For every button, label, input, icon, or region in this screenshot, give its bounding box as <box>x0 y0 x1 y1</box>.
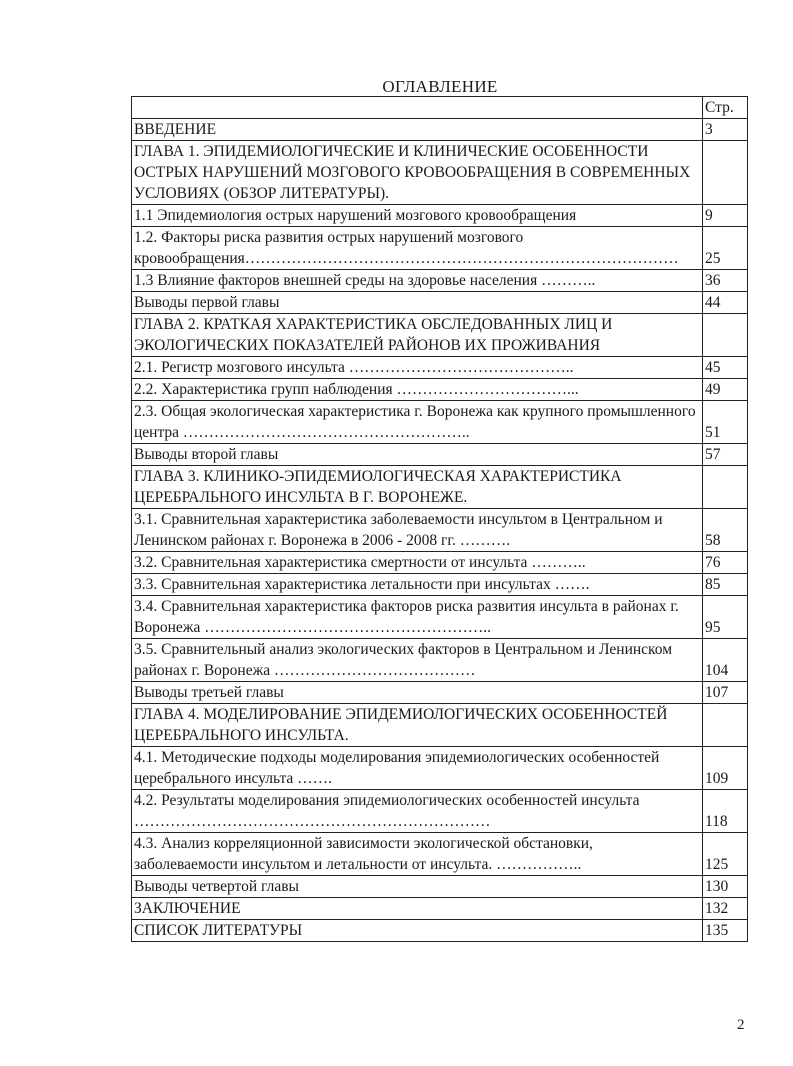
toc-entry-text: 3.1. Сравнительная характеристика заболеваемости инсультом в Центральном и Ленинском районах г. Воронежа в 2006 - 2008 гг. ………. <box>132 509 703 552</box>
toc-row-references[interactable] <box>132 920 748 942</box>
toc-row-3-1[interactable] <box>132 509 748 552</box>
toc-entry-text: 2.3. Общая экологическая характеристика г. Воронежа как крупного промышленного центра ……………………………………………….. <box>132 401 703 444</box>
toc-entry-page: 76 <box>703 552 748 574</box>
toc-row-2-1[interactable] <box>132 357 748 379</box>
toc-entry-page <box>703 141 748 205</box>
toc-entry-page: 45 <box>703 357 748 379</box>
toc-entry-text: 3.5. Сравнительный анализ экологических факторов в Центральном и Ленинском районах г. Воронежа ………………………………… <box>132 639 703 682</box>
toc-entry-page: 51 <box>703 401 748 444</box>
toc-entry-text: 1.3 Влияние факторов внешней среды на здоровье населения ……….. <box>132 270 703 292</box>
toc-title: ОГЛАВЛЕНИЕ <box>382 77 498 96</box>
toc-entry-text: 2.2. Характеристика групп наблюдения ……………………………... <box>132 379 703 401</box>
toc-entry-text: ГЛАВА 1. ЭПИДЕМИОЛОГИЧЕСКИЕ И КЛИНИЧЕСКИЕ ОСОБЕННОСТИ ОСТРЫХ НАРУШЕНИЙ МОЗГОВОГО КРОВООБРАЩЕНИЯ В СОВРЕМЕННЫХ УСЛОВИЯХ (ОБЗОР ЛИТЕРАТУРЫ). <box>132 141 703 205</box>
toc-entry-text: СПИСОК ЛИТЕРАТУРЫ <box>132 920 703 942</box>
toc-entry-text: 4.2. Результаты моделирования эпидемиологических особенностей инсульта …………………………………………………………… <box>132 790 703 833</box>
toc-entry-page <box>703 704 748 747</box>
toc-row-3-2[interactable] <box>132 552 748 574</box>
toc-header-blank <box>132 97 703 119</box>
toc-entry-page: 109 <box>703 747 748 790</box>
toc-entry-page: 57 <box>703 444 748 466</box>
toc-entry-page: 95 <box>703 596 748 639</box>
toc-entry-text: ГЛАВА 2. КРАТКАЯ ХАРАКТЕРИСТИКА ОБСЛЕДОВАННЫХ ЛИЦ И ЭКОЛОГИЧЕСКИХ ПОКАЗАТЕЛЕЙ РАЙОНОВ ИХ ПРОЖИВАНИЯ <box>132 314 703 357</box>
toc-entry-page: 132 <box>703 898 748 920</box>
toc-entry-text: 3.3. Сравнительная характеристика летальности при инсультах ……. <box>132 574 703 596</box>
toc-entry-page: 25 <box>703 227 748 270</box>
toc-row-chapter-1[interactable] <box>132 141 748 205</box>
toc-entry-page: 3 <box>703 119 748 141</box>
toc-entry-text: 1.1 Эпидемиология острых нарушений мозгового кровообращения <box>132 205 703 227</box>
page-column-header: Стр. <box>703 97 748 119</box>
toc-entry-text: Выводы третьей главы <box>132 682 703 704</box>
toc-row-3-5[interactable] <box>132 639 748 682</box>
toc-table <box>131 96 748 942</box>
toc-row-3-4[interactable] <box>132 596 748 639</box>
toc-row-1-3[interactable] <box>132 270 748 292</box>
toc-entry-page: 9 <box>703 205 748 227</box>
toc-entry-text: Выводы четвертой главы <box>132 876 703 898</box>
toc-entry-page: 135 <box>703 920 748 942</box>
toc-row-conclusions-3[interactable] <box>132 682 748 704</box>
toc-entry-text: 1.2. Факторы риска развития острых нарушений мозгового кровообращения………………………………………………………………………… <box>132 227 703 270</box>
toc-entry-page: 118 <box>703 790 748 833</box>
toc-row-4-3[interactable] <box>132 833 748 876</box>
page-number: 2 <box>737 1017 745 1033</box>
toc-entry-text: Выводы первой главы <box>132 292 703 314</box>
toc-row-chapter-4[interactable] <box>132 704 748 747</box>
toc-entry-text: 3.2. Сравнительная характеристика смертности от инсульта ……….. <box>132 552 703 574</box>
toc-entry-page: 58 <box>703 509 748 552</box>
toc-entry-text: ГЛАВА 3. КЛИНИКО-ЭПИДЕМИОЛОГИЧЕСКАЯ ХАРАКТЕРИСТИКА ЦЕРЕБРАЛЬНОГО ИНСУЛЬТА В Г. ВОРОНЕЖЕ. <box>132 466 703 509</box>
toc-entry-page: 104 <box>703 639 748 682</box>
toc-entry-text: 2.1. Регистр мозгового инсульта …………………………………….. <box>132 357 703 379</box>
toc-entry-page: 44 <box>703 292 748 314</box>
toc-row-4-1[interactable] <box>132 747 748 790</box>
toc-row-2-2[interactable] <box>132 379 748 401</box>
toc-row-introduction[interactable] <box>132 119 748 141</box>
toc-row-3-3[interactable] <box>132 574 748 596</box>
toc-row-4-2[interactable] <box>132 790 748 833</box>
toc-entry-text: 3.4. Сравнительная характеристика факторов риска развития инсульта в районах г. Воронежа ……………………………………………….. <box>132 596 703 639</box>
toc-entry-text: 4.3. Анализ корреляционной зависимости экологической обстановки, заболеваемости инсультом и летальности от инсульта. …………….. <box>132 833 703 876</box>
toc-row-chapter-3[interactable] <box>132 466 748 509</box>
toc-header-row <box>132 97 748 119</box>
toc-entry-text: ГЛАВА 4. МОДЕЛИРОВАНИЕ ЭПИДЕМИОЛОГИЧЕСКИХ ОСОБЕННОСТЕЙ ЦЕРЕБРАЛЬНОГО ИНСУЛЬТА. <box>132 704 703 747</box>
toc-entry-text: ВВЕДЕНИЕ <box>132 119 703 141</box>
toc-row-1-1[interactable] <box>132 205 748 227</box>
toc-entry-page: 130 <box>703 876 748 898</box>
toc-row-2-3[interactable] <box>132 401 748 444</box>
toc-entry-page: 36 <box>703 270 748 292</box>
toc-entry-page: 125 <box>703 833 748 876</box>
toc-entry-text: Выводы второй главы <box>132 444 703 466</box>
toc-entry-text: ЗАКЛЮЧЕНИЕ <box>132 898 703 920</box>
toc-row-chapter-2[interactable] <box>132 314 748 357</box>
toc-entry-page: 85 <box>703 574 748 596</box>
toc-entry-text: 4.1. Методические подходы моделирования эпидемиологических особенностей церебрального инсульта ……. <box>132 747 703 790</box>
toc-row-conclusions-2[interactable] <box>132 444 748 466</box>
toc-entry-page: 49 <box>703 379 748 401</box>
toc-row-conclusions-1[interactable] <box>132 292 748 314</box>
toc-entry-page <box>703 314 748 357</box>
toc-entry-page: 107 <box>703 682 748 704</box>
toc-row-conclusion[interactable] <box>132 898 748 920</box>
toc-row-1-2[interactable] <box>132 227 748 270</box>
toc-row-conclusions-4[interactable] <box>132 876 748 898</box>
toc-entry-page <box>703 466 748 509</box>
